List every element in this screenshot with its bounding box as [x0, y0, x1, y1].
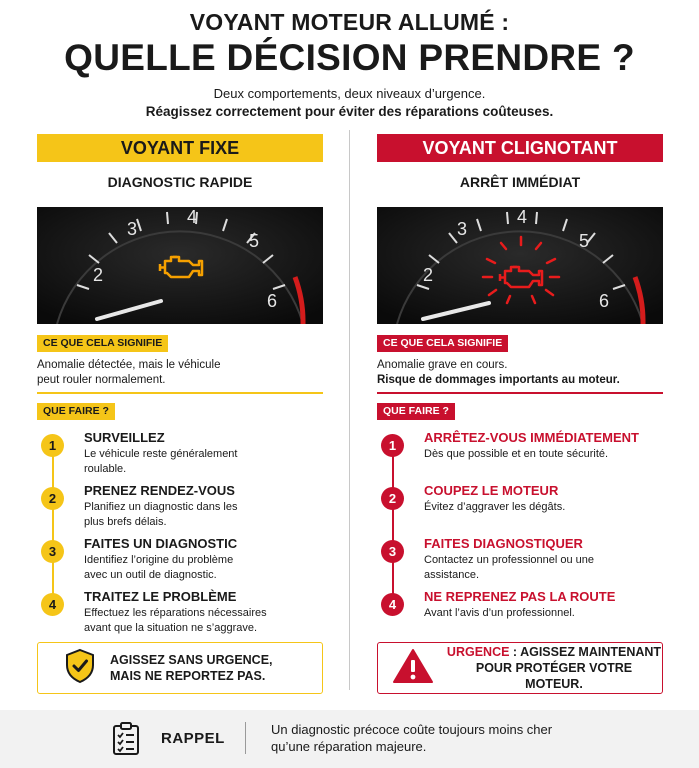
step-3 [37, 536, 323, 589]
step-title: TRAITEZ LE PROBLÈME [84, 589, 237, 604]
meaning-line-2: peut rouler normalement. [37, 374, 166, 386]
step-desc-line-2: avant que la situation ne s’aggrave. [84, 622, 258, 634]
step-description [84, 447, 237, 477]
step-description [84, 606, 267, 636]
step-desc-line-1: Identifiez l’origine du problème [84, 554, 234, 566]
step-number: 3 [381, 540, 404, 563]
reminder-line-2: qu’une réparation majeure. [271, 739, 427, 754]
meaning-text [377, 358, 663, 388]
step-2 [37, 483, 323, 536]
gauge-number-3: 3 [127, 219, 138, 239]
step-title: PRENEZ RENDEZ-VOUS [84, 483, 235, 498]
todo-tag: QUE FAIRE ? [377, 403, 455, 420]
step-desc-line-1: Planifiez un diagnostic dans les [84, 501, 238, 513]
meaning-tag: CE QUE CELA SIGNIFIE [377, 335, 508, 352]
callout-text [110, 652, 273, 684]
flashing-light-column [377, 134, 663, 691]
callout-text [446, 644, 662, 692]
step-description [84, 553, 237, 583]
meaning-line-1: Anomalie détectée, mais le véhicule [37, 359, 221, 371]
footer-divider [245, 722, 246, 754]
reminder-label: RAPPEL [161, 730, 225, 747]
step-number: 1 [41, 434, 64, 457]
steps-list [377, 430, 663, 642]
step-number: 4 [381, 593, 404, 616]
clipboard-checklist-icon [111, 722, 141, 761]
step-desc-line-1: Le véhicule reste généralement [84, 448, 238, 460]
steps-list [37, 430, 323, 642]
step-4 [377, 589, 663, 642]
step-desc-line-2: assistance. [424, 569, 480, 581]
column-divider [349, 130, 350, 690]
meaning-line-1: Anomalie grave en cours. [377, 359, 508, 371]
section-rule [377, 392, 663, 394]
reminder-text [271, 721, 601, 755]
header [0, 0, 699, 120]
meaning-tag: CE QUE CELA SIGNIFIE [37, 335, 168, 352]
todo-tag: QUE FAIRE ? [37, 403, 115, 420]
step-description [84, 500, 237, 530]
title-line-2: QUELLE DÉCISION PRENDRE ? [64, 37, 635, 78]
gauge-number-4: 4 [187, 207, 198, 227]
gauge-number-6: 6 [599, 291, 610, 311]
step-description [424, 606, 615, 621]
gauge-number-4: 4 [517, 207, 528, 227]
gauge-number-6: 6 [267, 291, 278, 311]
step-desc-line-1: Effectuez les réparations nécessaires [84, 607, 267, 619]
step-number: 3 [41, 540, 64, 563]
shield-check-icon [64, 648, 96, 689]
step-title: FAITES UN DIAGNOSTIC [84, 536, 238, 551]
gauge-number-2: 2 [423, 265, 434, 285]
callout-line-2: POUR PROTÉGER VOTRE MOTEUR. [475, 661, 633, 691]
gauge-number-5: 5 [579, 231, 590, 251]
step-4 [37, 589, 323, 642]
step-title: SURVEILLEZ [84, 430, 165, 445]
step-number: 2 [381, 487, 404, 510]
gauge-number-3: 3 [457, 219, 468, 239]
step-description [424, 553, 594, 583]
steady-mode-heading: DIAGNOSTIC RAPIDE [107, 174, 253, 190]
reminder-footer [0, 710, 699, 768]
warning-triangle-icon [392, 648, 434, 689]
subtitle-line-2: Réagissez correctement pour éviter des réparations coûteuses. [145, 104, 554, 119]
step-desc-line-1: Évitez d’aggraver les dégâts. [424, 501, 566, 513]
gauge-number-2: 2 [93, 265, 104, 285]
step-3 [377, 536, 663, 589]
subtitle-line-1: Deux comportements, deux niveaux d’urgence. [213, 86, 486, 101]
step-1 [377, 430, 663, 483]
meaning-line-2: Risque de dommages importants au moteur. [377, 374, 620, 386]
steps-connector [52, 440, 54, 605]
steady-banner: VOYANT FIXE [37, 134, 323, 162]
callout-line-1: AGISSEZ SANS URGENCE, [110, 653, 273, 667]
reminder-line-1: Un diagnostic précoce coûte toujours moins cher [271, 722, 553, 737]
step-title: COUPEZ LE MOTEUR [424, 483, 559, 498]
flashing-banner: VOYANT CLIGNOTANT [377, 134, 663, 162]
step-desc-line-1: Avant l’avis d’un professionnel. [424, 607, 575, 619]
steps-connector [392, 440, 394, 605]
steady-light-column [37, 134, 323, 683]
step-title: FAITES DIAGNOSTIQUER [424, 536, 583, 551]
step-desc-line-2: roulable. [84, 463, 127, 475]
steady-callout [37, 642, 323, 694]
step-title: NE REPRENEZ PAS LA ROUTE [424, 589, 616, 604]
callout-line-1-rest: : AGISSEZ MAINTENANT [509, 645, 662, 659]
step-number: 2 [41, 487, 64, 510]
step-desc-line-2: avec un outil de diagnostic. [84, 569, 217, 581]
flashing-callout [377, 642, 663, 694]
meaning-text [37, 358, 323, 388]
step-desc-line-2: plus brefs délais. [84, 516, 167, 528]
callout-line-1 [446, 644, 662, 660]
step-desc-line-1: Contactez un professionnel ou une [424, 554, 595, 566]
flashing-dashboard-image [377, 207, 663, 324]
callout-line-2: MAIS NE REPORTEZ PAS. [110, 669, 266, 683]
gauge-number-5: 5 [249, 231, 260, 251]
step-number: 4 [41, 593, 64, 616]
callout-urgent-word: URGENCE [446, 645, 510, 659]
steady-dashboard-image [37, 207, 323, 324]
step-1 [37, 430, 323, 483]
title-line-1: VOYANT MOTEUR ALLUMÉ : [189, 9, 510, 35]
step-description [424, 447, 639, 462]
step-2 [377, 483, 663, 536]
step-desc-line-1: Dès que possible et en toute sécurité. [424, 448, 609, 460]
step-description [424, 500, 565, 515]
flashing-mode-heading: ARRÊT IMMÉDIAT [459, 174, 581, 190]
section-rule [37, 392, 323, 394]
step-title: ARRÊTEZ-VOUS IMMÉDIATEMENT [424, 430, 639, 445]
step-number: 1 [381, 434, 404, 457]
